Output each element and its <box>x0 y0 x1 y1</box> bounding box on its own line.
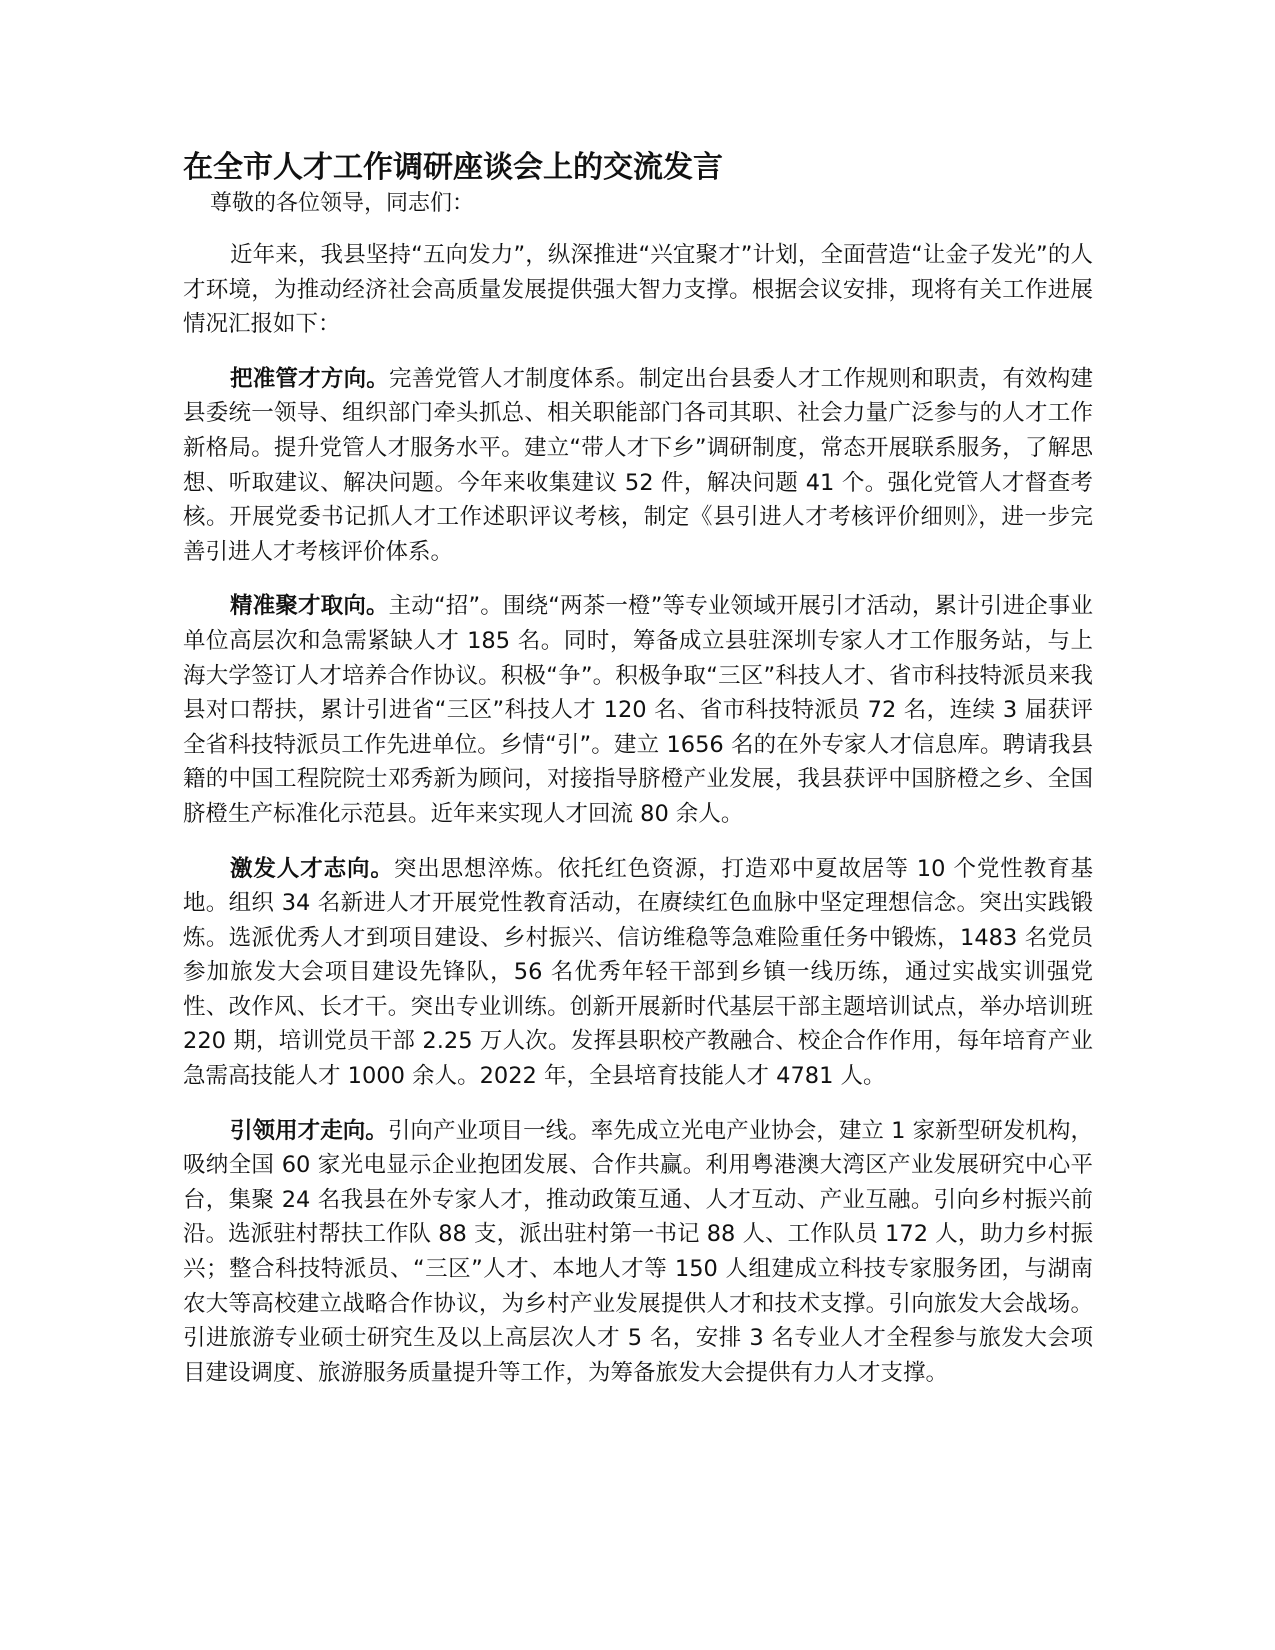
document-title: 在全市人才工作调研座谈会上的交流发言 <box>183 150 723 185</box>
section-heading: 引领用才走向。 <box>230 1117 388 1144</box>
section-paragraph <box>183 1114 1093 1391</box>
section-body: 完善党管人才制度体系。制定出台县委人才工作规则和职责，有效构建县委统一领导、组织部门牵头抓总、相关职能部门各司其职、社会力量广泛参与的人才工作新格局。提升党管人才服务水平。建立“带人才下乡”调研制度，常态开展联系服务，了解思想、听取建议、解决问题。今年来收集建议 52 件，解决问题 41 个。强化党管人才督查考核。开展党委书记抓人才工作述职评议考核，制定《县引进人才考核评价细则》，进一步完善引进人才考核评价体系。 <box>183 365 1093 565</box>
section-body: 主动“招”。围绕“两茶一橙”等专业领域开展引才活动，累计引进企事业单位高层次和急需紧缺人才 185 名。同时，筹备成立县驻深圳专家人才工作服务站，与上海大学签订人才培养合作协议。积极“争”。积极争取“三区”科技人才、省市科技特派员来我县对口帮扶，累计引进省“三区”科技人才 120 名、省市科技特派员 72 名，连续 3 届获评全省科技特派员工作先进单位。乡情“引”。建立 1656 名的在外专家人才信息库。聘请我县籍的中国工程院院士邓秀新为顾问，对接指导脐橙产业发展，我县获评中国脐橙之乡、全国脐橙生产标准化示范县。近年来实现人才回流 80 余人。 <box>183 593 1093 827</box>
document-page <box>183 148 1093 1410</box>
intro-paragraph: 近年来，我县坚持“五向发力”，纵深推进“兴宜聚才”计划，全面营造“让金子发光”的人才环境，为推动经济社会高质量发展提供强大智力支撑。根据会议安排，现将有关工作进展情况汇报如下： <box>183 242 1093 338</box>
section-body: 突出思想淬炼。依托红色资源，打造邓中夏故居等 10 个党性教育基地。组织 34 名新进人才开展党性教育活动，在赓续红色血脉中坚定理想信念。突出实践锻炼。选派优秀人才到项目建设、乡村振兴、信访维稳等急难险重任务中锻炼，1483 名党员参加旅发大会项目建设先锋队，56 名优秀年轻干部到乡镇一线历练，通过实战实训强党性、改作风、长才干。突出专业训练。创新开展新时代基层干部主题培训试点，举办培训班 220 期，培训党员干部 2.25 万人次。发挥县职校产教融合、校企合作作用，每年培育产业急需高技能人才 1000 余人。2022 年，全县培育技能人才 4781 人。 <box>183 855 1093 1090</box>
section-paragraph <box>183 852 1093 1094</box>
section-heading: 精准聚才取向。 <box>230 593 389 620</box>
section-heading: 激发人才志向。 <box>230 855 394 882</box>
salutation: 尊敬的各位领导，同志们： <box>210 191 475 216</box>
section-heading: 把准管才方向。 <box>230 365 390 392</box>
section-body: 引向产业项目一线。率先成立光电产业协会，建立 1 家新型研发机构，吸纳全国 60 家光电显示企业抱团发展、合作共赢。利用粤港澳大湾区产业发展研究中心平台，集聚 24 名我县在外专家人才，推动政策互通、人才互动、产业互融。引向乡村振兴前沿。选派驻村帮扶工作队 88 支，派出驻村第一书记 88 人、工作队员 172 人，助力乡村振兴；整合科技特派员、“三区”人才、本地人才等 150 人组建成立科技专家服务团，与湖南农大等高校建立战略合作协议，为乡村产业发展提供人才和技术支撑。引向旅发大会战场。引进旅游专业硕士研究生及以上高层次人才 5 名，安排 3 名专业人才全程参与旅发大会项目建设调度、旅游服务质量提升等工作，为筹备旅发大会提供有力人才支撑。 <box>183 1117 1093 1386</box>
section-paragraph <box>183 362 1093 570</box>
section-paragraph <box>183 589 1093 831</box>
